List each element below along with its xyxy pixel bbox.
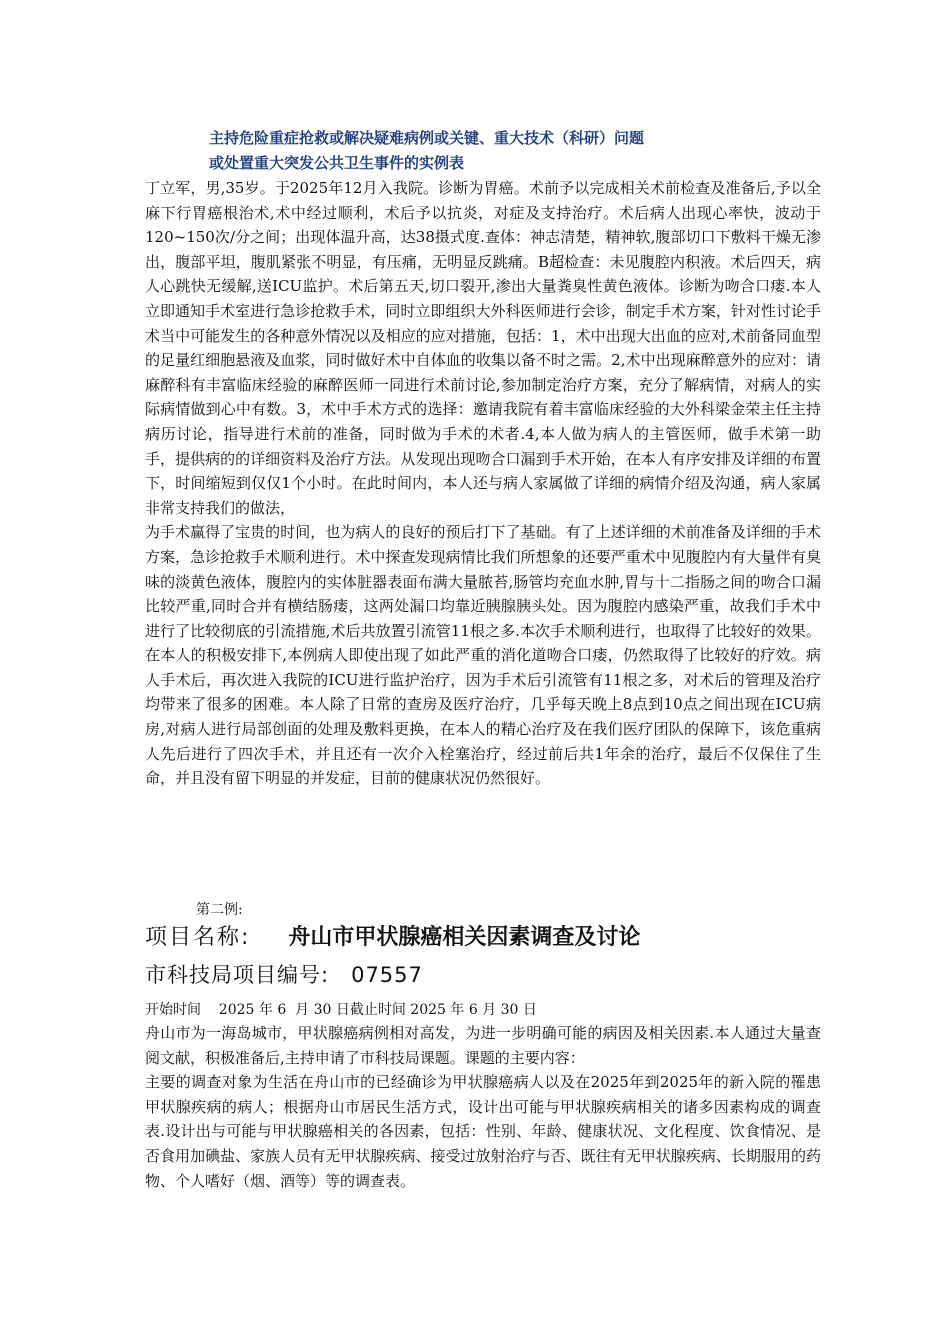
case-two-label: 第二例:	[196, 902, 243, 918]
case-two-body	[145, 1021, 821, 1193]
project-number-label: 市科技局项目编号:	[145, 963, 330, 987]
case-two-paragraph-1: 舟山市为一海岛城市，甲状腺癌病例相对高发，为进一步明确可能的病因及相关因素.本人通过大量查阅文献，积极准备后,主持申请了市科技局课题。课题的主要内容：	[145, 1024, 821, 1067]
project-name-label: 项目名称:	[145, 925, 251, 950]
title-line-2: 或处置重大突发公共卫生事件的实例表	[209, 154, 465, 172]
project-number-row	[145, 957, 423, 993]
title-line-1: 主持危险重症抢救或解决疑难病例或关键、重大技术（科研）问题	[209, 129, 645, 147]
project-dates: 开始时间 2025 年 6 月 30 日截止时间 2025 年 6 月 30 日	[145, 1002, 537, 1018]
project-name-value: 舟山市甲状腺癌相关因素调查及讨论	[288, 925, 641, 950]
case-one-paragraph-2: 为手术赢得了宝贵的时间，也为病人的良好的预后打下了基础。有了上述详细的术前准备及详细的手术方案，急诊抢救手术顺利进行。术中探查发现病情比我们所想象的还要严重术中见腹腔内有大量伴有臭味的淡黄色液体，腹腔内的实体脏器表面布满大量脓苔,肠管均充血水肿,胃与十二指肠之间的吻合口漏比较严重,同时合并有横结肠瘘，这两处漏口均靠近胰腺胰头处。因为腹腔内感染严重，故我们手术中进行了比较彻底的引流措施,术后共放置引流管11根之多.本次手术顺利进行，也取得了比较好的效果。在本人的积极安排下,本例病人即使出现了如此严重的消化道吻合口瘘，仍然取得了比较好的疗效。病人手术后，再次进入我院的ICU进行监护治疗，因为手术后引流管有11根之多，对术后的管理及治疗均带来了很多的困难。本人除了日常的查房及医疗治疗，几乎每天晚上8点到10点之间出现在ICU病房,对病人进行局部创面的处理及敷料更换，在本人的精心治疗及在我们医疗团队的保障下，该危重病人先后进行了四次手术，并且还有一次介入栓塞治疗，经过前后共1年余的治疗，最后不仅保住了生命，并且没有留下明显的并发症，目前的健康状况仍然很好。	[145, 523, 821, 788]
case-one-body	[145, 176, 821, 791]
project-number-value: 07557	[351, 963, 423, 987]
case-one-paragraph-1: 丁立军，男,35岁。于2025年12月入我院。诊断为胃癌。术前予以完成相关术前检查及准备后,予以全麻下行胃癌根治术,术中经过顺利，术后予以抗炎，对症及支持治疗。术后病人出现心率快，波动于120~150次/分之间；出现体温升高，达38摄式度.查体：神志清楚，精神软,腹部切口下敷料干燥无渗出，腹部平坦，腹肌紧张不明显，有压痛，无明显反跳痛。B超检查：未见腹腔内积液。术后四天，病人心跳快无缓解,送ICU监护。术后第五天,切口裂开,渗出大量粪臭性黄色液体。诊断为吻合口瘘.本人立即通知手术室进行急诊抢救手术，同时立即组织大外科医师进行会诊，制定手术方案，针对性讨论手术当中可能发生的各种意外情况以及相应的应对措施，包括：1，术中出现大出血的应对,术前备同血型的足量红细胞悬液及血浆，同时做好术中自体血的收集以备不时之需。2,术中出现麻醉意外的应对：请麻醉科有丰富临床经验的麻醉医师一同进行术前讨论,参加制定治疗方案，充分了解病情，对病人的实际病情做到心中有数。3，术中手术方式的选择：邀请我院有着丰富临床经验的大外科梁金荣主任主持病历讨论，指导进行术前的准备，同时做为手术的术者.4,本人做为病人的主管医师，做手术第一助手，提供病的的详细资料及治疗方法。从发现出现吻合口漏到手术开始，在本人有序安排及详细的布置下，时间缩短到仅仅1个小时。在此时间内，本人还与病人家属做了详细的病情介绍及沟通，病人家属非常支持我们的做法，	[145, 179, 821, 517]
project-name-row	[145, 920, 640, 956]
document-title	[209, 126, 769, 176]
case-two-paragraph-2: 主要的调查对象为生活在舟山市的已经确诊为甲状腺癌病人以及在2025年到2025年的新入院的罹患甲状腺疾病的病人；根据舟山市居民生活方式，设计出可能与甲状腺疾病相关的诸多因素构成的调查表.设计出与可能与甲状腺癌相关的各因素，包括：性别、年龄、健康状况、文化程度、饮食情况、是否食用加碘盐、家族人员有无甲状腺疾病、接受过放射治疗与否、既往有无甲状腺疾病、长期服用的药物、个人嗜好（烟、酒等）等的调查表。	[145, 1073, 821, 1190]
